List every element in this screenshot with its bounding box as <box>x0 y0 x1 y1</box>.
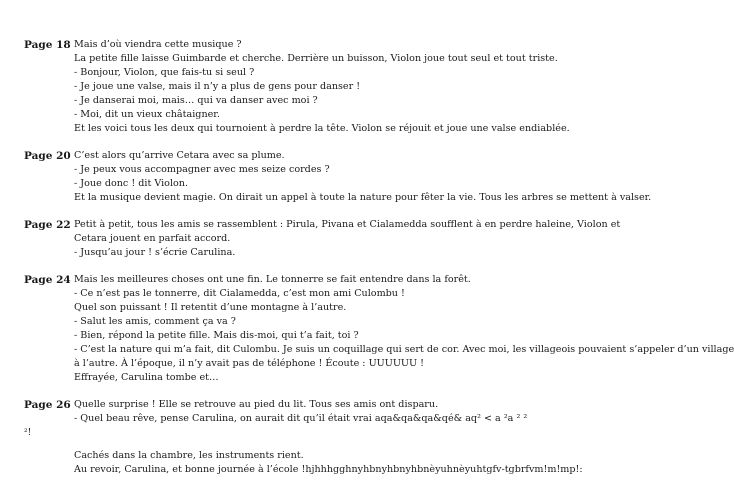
text-line: Cachés dans la chambre, les instruments rient. <box>74 450 304 461</box>
section-page-24 <box>24 273 734 385</box>
paragraph-spacer <box>74 440 628 449</box>
stray-characters: ²! <box>24 428 32 438</box>
text-line: Quelle surprise ! Elle se retrouve au pied du lit. Tous ses amis ont disparu. <box>74 399 439 410</box>
text-line: - Je joue une valse, mais il n’y a plus de gens pour danser ! <box>74 81 361 92</box>
text-line: Petit à petit, tous les amis se rassemblent : Pirula, Pivana et Cialamedda soufflent à en perdre haleine, Violon et Cetara jouent en parfait accord. <box>74 219 621 244</box>
page-label: Page 20 <box>24 150 71 162</box>
page-label: Page 18 <box>24 39 71 51</box>
text-line: Mais les meilleures choses ont une fin. Le tonnerre se fait entendre dans la forêt. <box>74 274 471 285</box>
text-line: Et la musique devient magie. On dirait un appel à toute la nature pour fêter la vie. Tous les arbres se mettent à valser. <box>74 192 652 203</box>
section-page-22 <box>24 218 628 260</box>
text-line: à l’autre. À l’époque, il n’y avait pas de téléphone ! Écoute : UUUUUU ! <box>74 358 425 369</box>
text-line: Et les voici tous les deux qui tournoient à perdre la tête. Violon se réjouit et joue une valse endiablée. <box>74 123 570 134</box>
text-line: - Bien, répond la petite fille. Mais dis-moi, qui t’a fait, toi ? <box>74 330 359 341</box>
document-body <box>24 38 734 490</box>
text-line: - Salut les amis, comment ça va ? <box>74 316 236 327</box>
text-line: Au revoir, Carulina, et bonne journée à l’école !hjhhhgghnyhbnyhbnyhbnèyuhnèyuhtgfv-tgbrfvm!m!mp!: <box>74 464 583 475</box>
text-line: La petite fille laisse Guimbarde et cherche. Derrière un buisson, Violon joue tout seul et tout triste. <box>74 53 558 64</box>
text-line: C’est alors qu’arrive Cetara avec sa plume. <box>74 150 285 161</box>
page-label: Page 24 <box>24 274 71 286</box>
text-line: - Je peux vous accompagner avec mes seize cordes ? <box>74 164 330 175</box>
page-label: Page 26 <box>24 399 71 411</box>
text-line: - C’est la nature qui m’a fait, dit Culombu. Je suis un coquillage qui sert de cor. Avec moi, les villageois pouvaient s’appeler d’un village <box>74 344 734 355</box>
text-line: - Moi, dit un vieux châtaigner. <box>74 109 220 120</box>
section-page-20 <box>24 149 652 205</box>
text-line: - Je danserai moi, mais… qui va danser avec moi ? <box>74 95 318 106</box>
section-page-18 <box>24 38 628 136</box>
page-label: Page 22 <box>24 219 71 231</box>
text-line: - Quel beau rêve, pense Carulina, on aurait dit qu’il était vrai aqa&qa&qa&qé& aq² < a ²a ² ² <box>74 413 528 424</box>
text-line: Effrayée, Carulina tombe et… <box>74 372 219 383</box>
text-line: Mais d’où viendra cette musique ? <box>74 39 242 50</box>
text-line: - Ce n’est pas le tonnerre, dit Cialamedda, c’est mon ami Culombu ! <box>74 288 405 299</box>
text-line: - Jusqu’au jour ! s’écrie Carulina. <box>74 247 236 258</box>
section-page-26 <box>24 398 628 477</box>
text-line: - Bonjour, Violon, que fais-tu si seul ? <box>74 67 255 78</box>
text-line: - Joue donc ! dit Violon. <box>74 178 189 189</box>
text-line: Quel son puissant ! Il retentit d’une montagne à l’autre. <box>74 302 347 313</box>
